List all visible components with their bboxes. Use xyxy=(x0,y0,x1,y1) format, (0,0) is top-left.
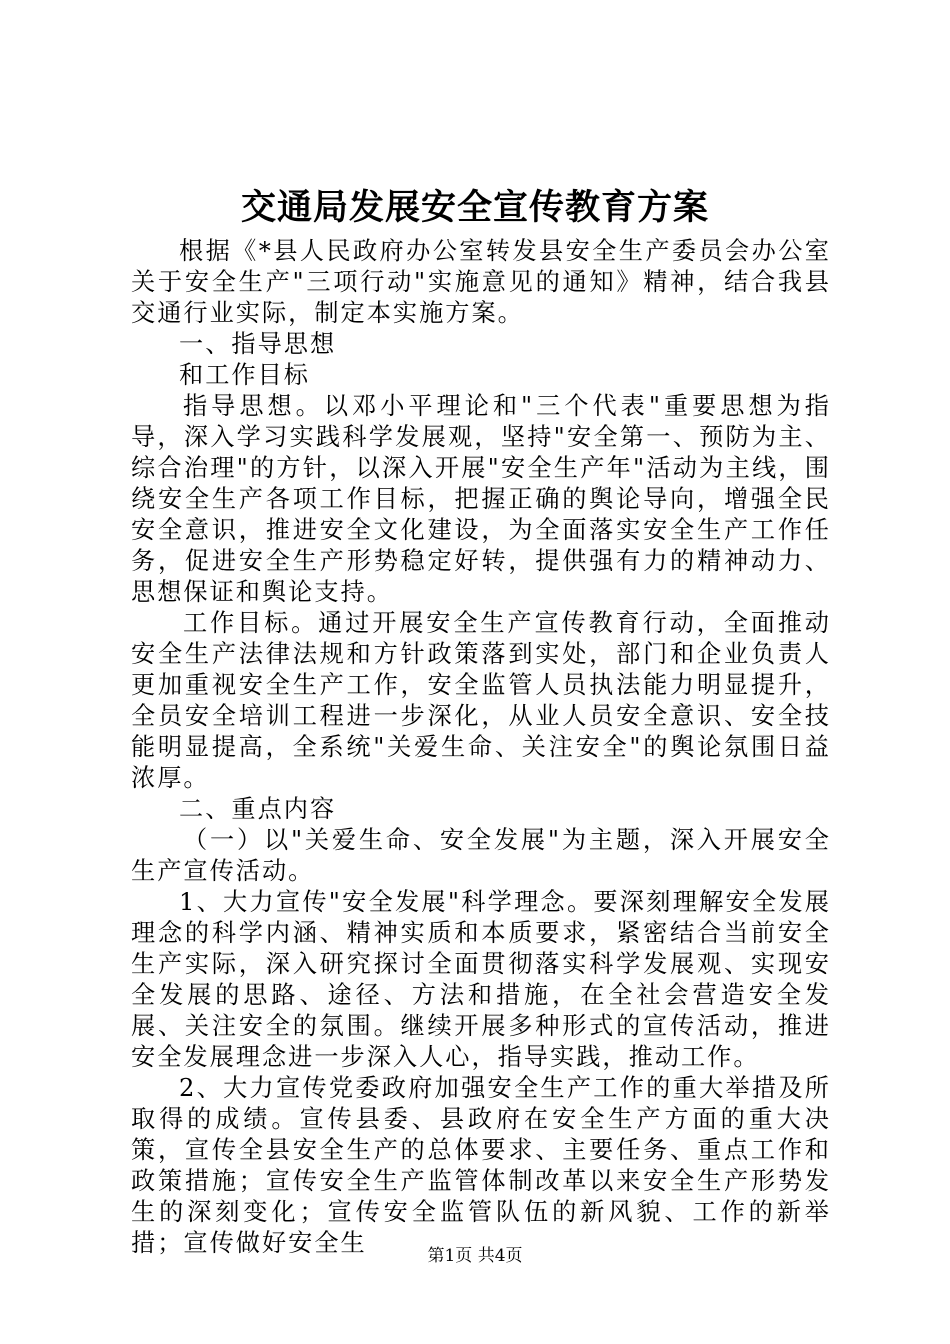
section-heading-key-content: 二、重点内容 xyxy=(179,795,337,823)
item-1-paragraph: 1、大力宣传"安全发展"科学理念。要深刻理解安全发展理念的科学内涵、精神实质和本质要求，紧密结合当前安全生产实际，深入研究探讨全面贯彻落实科学发展观、实现安全发展的思路、途径、方法和措施，在全社会营造安全发展、关注安全的氛围。继续开展多种形式的宣传活动，推进安全发展理念进一步深入人心，指导实践，推动工作。 xyxy=(131,888,831,1071)
item-2-paragraph: 2、大力宣传党委政府加强安全生产工作的重大举措及所取得的成绩。宣传县委、县政府在安全生产方面的重大决策，宣传全县安全生产的总体要求、主要任务、重点工作和政策措施；宣传安全生产监管体制改革以来安全生产形势发生的深刻变化；宣传安全监管队伍的新风貌、工作的新举措；宣传做好安全生 xyxy=(131,1074,831,1257)
intro-paragraph: 根据《*县人民政府办公室转发县安全生产委员会办公室关于安全生产"三项行动"实施意见的通知》精神，结合我县交通行业实际，制定本实施方案。 xyxy=(131,237,831,327)
section-heading-work-goals: 和工作目标 xyxy=(179,361,310,389)
work-goals-paragraph: 工作目标。通过开展安全生产宣传教育行动，全面推动安全生产法律法规和方针政策落到实处，部门和企业负责人更加重视安全生产工作，安全监管人员执法能力明显提升，全员安全培训工程进一步深化，从业人员安全意识、安全技能明显提高，全系统"关爱生命、关注安全"的舆论氛围日益浓厚。 xyxy=(131,609,831,792)
document-body xyxy=(131,236,831,1259)
guiding-ideology-paragraph: 指导思想。以邓小平理论和"三个代表"重要思想为指导，深入学习实践科学发展观，坚持"安全第一、预防为主、综合治理"的方针，以深入开展"安全生产年"活动为主线，围绕安全生产各项工作目标，把握正确的舆论导向，增强全民安全意识，推进安全文化建设，为全面落实安全生产工作任务，促进安全生产形势稳定好转，提供强有力的精神动力、思想保证和舆论支持。 xyxy=(131,392,831,606)
subsection-heading-1: （一）以"关爱生命、安全发展"为主题，深入开展安全生产宣传活动。 xyxy=(131,826,831,885)
section-heading-guiding-ideology: 一、指导思想 xyxy=(179,330,337,358)
document-title: 交通局发展安全宣传教育方案 xyxy=(240,187,709,228)
page-footer: 第1页 共4页 xyxy=(427,1246,523,1266)
